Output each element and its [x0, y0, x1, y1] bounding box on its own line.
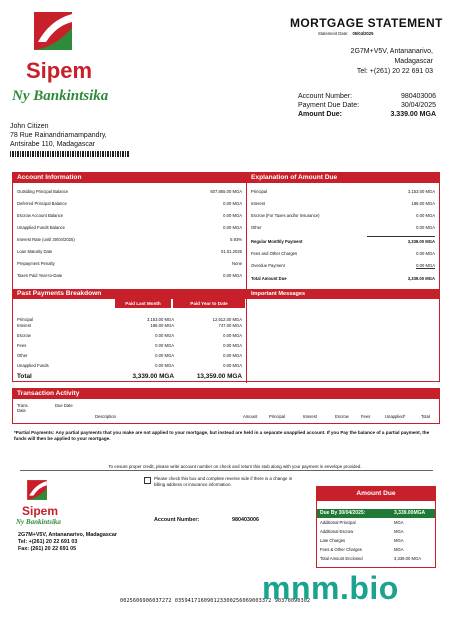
row-label: Fees and Other Charges [251, 251, 298, 256]
customer-name: John Citizen [10, 123, 49, 130]
explanation-panel [247, 173, 439, 289]
row-value: 01.01.2025 [221, 249, 242, 254]
due-by-label: Due By 30/04/2025: [320, 510, 366, 516]
stub-brand-name: Sipem [22, 504, 59, 518]
sipem-logo-mark [28, 8, 78, 58]
customer-barcode [10, 151, 130, 157]
explanation-header: Explanation of Amount Due [247, 173, 439, 183]
account-info-row [13, 273, 246, 279]
row-label: Other [251, 225, 262, 230]
past-payment-row [13, 343, 246, 349]
row-ytd: 12,612.00 MGA [212, 317, 242, 322]
row-label: Other [17, 353, 28, 358]
statement-title: MORTGAGE STATEMENT [290, 16, 443, 30]
row-last-month: 0.00 MGA [155, 363, 174, 368]
col-total: Total [421, 414, 430, 419]
row-value: 3,153.00 MGA [407, 189, 435, 194]
explanation-row [247, 213, 439, 219]
total-ytd: 13,359.00 MGA [196, 373, 242, 380]
past-payments-col-header-2: Paid Year to Date [173, 299, 245, 308]
account-info-header: Account Information [13, 173, 246, 183]
explanation-row [247, 263, 439, 269]
payment-due-date-label: Payment Due Date: [298, 102, 360, 109]
row-label: Deferred Principal Balance [17, 201, 67, 206]
account-info-row [13, 213, 246, 219]
row-value: 0.00 MGA [223, 225, 242, 230]
stub-fax: Fax: (261) 20 22 691 05 [18, 546, 77, 552]
row-value: 0.00 MGA [416, 251, 435, 256]
account-info-row [13, 261, 246, 267]
row-label: Interest [17, 323, 31, 328]
explanation-row [247, 251, 439, 257]
account-summary [298, 92, 436, 119]
row-label: Principal [17, 317, 34, 322]
account-number: 980403006 [400, 93, 436, 100]
row-ytd: 0.00 MGA [223, 333, 242, 338]
customer-city: Antsirabe 110, Madagascar [10, 141, 96, 148]
explanation-row [247, 201, 439, 207]
payment-due-date: 30/04/2025 [400, 102, 436, 109]
row-label: Loan Maturity Date [17, 249, 53, 254]
row-value: 0.00 MGA [223, 201, 242, 206]
row-value: 5.93% [230, 237, 242, 242]
row-value: None [231, 261, 242, 266]
row-label: Escrow (For Taxes and/or Insurance) [251, 213, 320, 218]
row-value: 507,855.00 MGA [210, 189, 242, 194]
account-info-panel [13, 173, 247, 289]
row-label: Interest Rate (until 30/04/2025) [17, 237, 75, 242]
bank-tel: Tel: +(261) 20 22 691 03 [356, 68, 433, 75]
main-grid [12, 172, 440, 382]
row-last-month: 186.00 MGA [150, 323, 174, 328]
stub-checkbox-text: Please check this box and complete reverse side if there is a change in billing address or insurance information. [154, 476, 293, 487]
stub-address-line: 2G7M+V5V, Antananarivo, Madagascar [18, 532, 117, 538]
total-last-month: 3,339.00 MGA [132, 373, 174, 380]
statement-date: 05/04/2025 [352, 31, 374, 36]
customer-street: 78 Rue Rainandriamampandry, [10, 132, 107, 139]
statement-date-row [318, 31, 373, 36]
row-value: 0.00 MGA [223, 213, 242, 218]
row-label: Taxes Paid Year-to-Date [17, 273, 63, 278]
col-unapplied: Unapplied* [385, 414, 406, 419]
past-payments-total-row [13, 373, 246, 382]
bank-address-2: Madagascar [394, 58, 433, 65]
explanation-row [247, 189, 439, 195]
stub-logo [24, 478, 50, 504]
row-last-month: 0.00 MGA [155, 343, 174, 348]
row-value: 3,339.00 MGA [407, 276, 435, 281]
amount-due-label: Amount Due: [298, 111, 342, 118]
account-info-row [13, 237, 246, 243]
stub-logo-mark [24, 478, 50, 504]
row-ytd: 0.00 MGA [223, 363, 242, 368]
col-amount: Amount [243, 414, 258, 419]
amount-due-box-header: Amount Due [317, 487, 435, 501]
col-due-date: Due Date [55, 403, 73, 408]
row-value: 0.00 MGA [416, 263, 435, 268]
row-label: Fees [17, 343, 27, 348]
past-payment-row [13, 323, 246, 329]
partial-payments-note: *Partial Payments: Any partial payments that you make are not applied to your mortgage, but instead are held in a separate unapplied account. If you Pay the balance of a partial payment, the funds will then be applied to your mortgage. [14, 430, 430, 441]
important-messages-panel [247, 289, 439, 383]
row-label: Overdue Payment [251, 263, 285, 268]
account-info-row [13, 201, 246, 207]
transaction-activity-header: Transaction Activity [13, 389, 439, 399]
col-fees: Fees [361, 414, 371, 419]
customer-address [10, 122, 130, 157]
explanation-row [247, 225, 439, 231]
amount-due-box-row-label: Additional Escrow [320, 529, 354, 534]
amount-due-box-row-value: 3,339.00 MGA [394, 556, 422, 561]
amount-due-box-row-label: Late Charges [320, 538, 346, 543]
account-info-row [13, 249, 246, 255]
past-payments-col-header-1: Paid Last Month [115, 299, 171, 308]
amount-due: 3.339.00 MGA [390, 111, 436, 118]
row-label: Outsiding Principal Balance [17, 189, 69, 194]
row-ytd: 747.00 MGA [218, 323, 242, 328]
row-value: 0.00 MGA [416, 213, 435, 218]
transaction-activity [12, 388, 440, 424]
explanation-row [247, 239, 439, 245]
brand-name: Sipem [26, 58, 93, 83]
statement-date-label: Statement Date: [318, 31, 349, 36]
stub-instruction: To ensure proper credit, please write account number on check and return this stub along with your payment in envelope provided. [70, 464, 400, 469]
row-ytd: 0.00 MGA [223, 343, 242, 348]
row-ytd: 0.00 MGA [223, 353, 242, 358]
due-by-value: 3,339.00MGA [394, 510, 426, 516]
brand-tagline: Ny Bankintsika [12, 88, 109, 104]
col-description: Description [95, 414, 116, 419]
past-payment-row [13, 353, 246, 359]
amount-due-box-row-value: MGA [394, 520, 404, 525]
stub-account-label: Account Number: [154, 517, 200, 523]
row-value: 0.00 MGA [223, 273, 242, 278]
amount-due-box-row-value: MGA [394, 547, 404, 552]
stub-tel: Tel: +(261) 20 22 691 03 [18, 539, 78, 545]
row-label: Unapplied Funds [17, 363, 49, 368]
stub-account-number: 980403006 [232, 517, 259, 523]
row-value: 0.00 MGA [416, 225, 435, 230]
col-escrow: Escrow [335, 414, 349, 419]
sipem-logo [28, 8, 78, 58]
important-messages-header: Important Messages [247, 289, 439, 299]
row-label: Interest [251, 201, 265, 206]
stub-brand-tagline: Ny Bankintsika [16, 518, 61, 526]
row-label: Prepayment Penalty [17, 261, 55, 266]
row-label: Total Amount Due [251, 276, 287, 281]
amount-due-box-row-label: Total Amount Enclosed [320, 556, 363, 561]
account-info-row [13, 225, 246, 231]
amount-due-box-row-label: Fees & Other Charges [320, 547, 362, 552]
stub-cut-line [20, 470, 433, 471]
micr-line: 0025606906037272 035941716090123300256069003372 90370090302 [120, 598, 311, 604]
col-interest: Interest [303, 414, 317, 419]
row-label: Unapplied Funds Balance [17, 225, 65, 230]
past-payment-row [13, 363, 246, 369]
row-label: Escrow [17, 333, 31, 338]
col-trans-date: Trans. Date [17, 403, 29, 413]
past-payments-panel [13, 289, 247, 383]
row-last-month: 0.00 MGA [155, 333, 174, 338]
col-principal: Principal [269, 414, 286, 419]
past-payments-header: Past Payments Breakdown [13, 289, 246, 299]
account-number-label: Account Number: [298, 93, 353, 100]
divider [367, 236, 435, 237]
amount-due-box-row-value: MGA [394, 538, 404, 543]
row-label: Regular Monthly Payment [251, 239, 303, 244]
row-label: Escrow Account Balance [17, 213, 64, 218]
account-info-row [13, 189, 246, 195]
amount-due-box-row-label: Additional Principal [320, 520, 356, 525]
row-last-month: 0.00 MGA [155, 353, 174, 358]
amount-due-box-row-value: MGA [394, 529, 404, 534]
explanation-row [247, 276, 439, 282]
due-by-row [317, 509, 435, 518]
row-value: 186.00 MGA [411, 201, 435, 206]
stub-checkbox[interactable] [144, 477, 151, 484]
past-payment-row [13, 333, 246, 339]
watermark: mnm.bio [262, 570, 399, 606]
row-label: Principal [251, 189, 268, 194]
stub-address [18, 532, 117, 553]
bank-address-1: 2G7M+V5V, Antananarivo, [350, 48, 433, 55]
row-last-month: 3,153.00 MGA [146, 317, 174, 322]
amount-due-box [316, 486, 436, 568]
row-value: 3,339.00 MGA [407, 239, 435, 244]
total-label: Total [17, 373, 32, 380]
